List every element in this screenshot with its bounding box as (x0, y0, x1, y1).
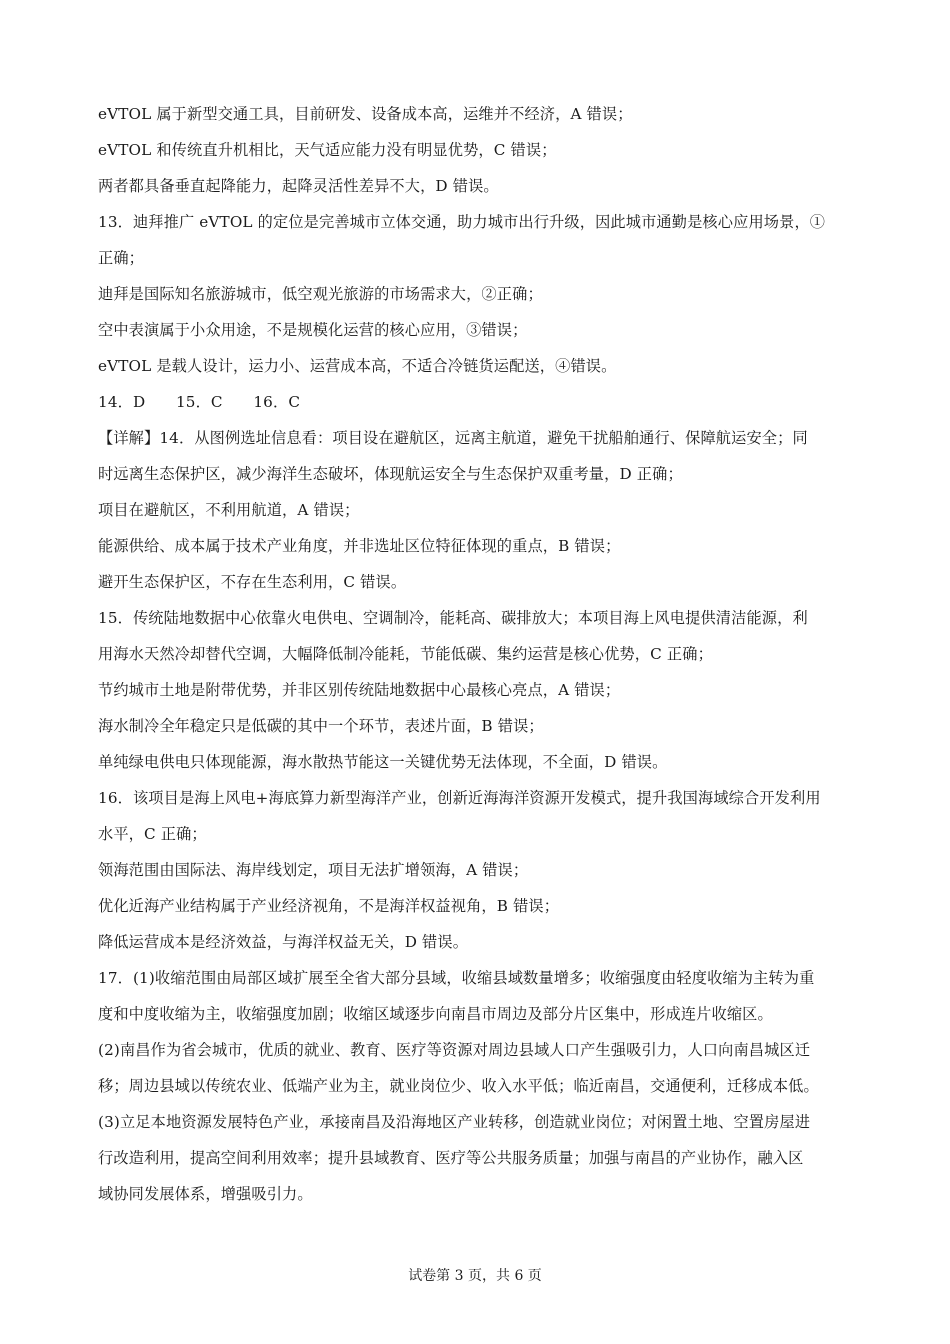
text-line: 15．传统陆地数据中心依靠火电供电、空调制冷，能耗高、碳排放大；本项目海上风电提供清洁能源，利 (98, 609, 808, 627)
answer-text (98, 96, 858, 1212)
text-line: 迪拜是国际知名旅游城市，低空观光旅游的市场需求大，②正确； (98, 285, 543, 303)
text-line: 两者都具备垂直起降能力，起降灵活性差异不大，D 错误。 (98, 177, 499, 195)
text-line: 时远离生态保护区，减少海洋生态破坏，体现航运安全与生态保护双重考量，D 正确； (98, 465, 683, 483)
text-line: 水平，C 正确； (98, 825, 207, 843)
text-line: 节约城市土地是附带优势，并非区别传统陆地数据中心最核心亮点，A 错误； (98, 681, 621, 699)
text-line: 域协同发展体系，增强吸引力。 (98, 1185, 313, 1203)
text-line: 避开生态保护区，不存在生态利用，C 错误。 (98, 573, 407, 591)
text-line: 16．该项目是海上风电+海底算力新型海洋产业，创新近海海洋资源开发模式，提升我国海域综合开发利用 (98, 789, 821, 807)
text-line: 降低运营成本是经济效益，与海洋权益无关，D 错误。 (98, 933, 469, 951)
text-line: 度和中度收缩为主，收缩强度加剧；收缩区域逐步向南昌市周边及部分片区集中，形成连片收缩区。 (98, 1005, 773, 1023)
text-line: 领海范围由国际法、海岸线划定，项目无法扩增领海，A 错误； (98, 861, 529, 879)
text-line: (3)立足本地资源发展特色产业，承接南昌及沿海地区产业转移，创造就业岗位；对闲置土地、空置房屋进 (98, 1113, 811, 1131)
text-line: 13．迪拜推广 eVTOL 的定位是完善城市立体交通，助力城市出行升级，因此城市通勤是核心应用场景，① (98, 213, 826, 231)
text-line: 用海水天然冷却替代空调，大幅降低制冷能耗，节能低碳、集约运营是核心优势，C 正确； (98, 645, 713, 663)
text-line: 正确； (98, 249, 145, 267)
text-line: 项目在避航区，不利用航道，A 错误； (98, 501, 360, 519)
text-line: 空中表演属于小众用途，不是规模化运营的核心应用，③错误； (98, 321, 528, 339)
text-line: 单纯绿电供电只体现能源，海水散热节能这一关键优势无法体现，不全面，D 错误。 (98, 753, 668, 771)
text-line: 海水制冷全年稳定只是低碳的其中一个环节，表述片面，B 错误； (98, 717, 544, 735)
text-line: 移；周边县域以传统农业、低端产业为主，就业岗位少、收入水平低；临近南昌，交通便利，迁移成本低。 (98, 1077, 819, 1095)
text-line: (2)南昌作为省会城市，优质的就业、教育、医疗等资源对周边县域人口产生强吸引力，人口向南昌城区迁 (98, 1041, 811, 1059)
answer-key-line: 14．D 15．C 16．C (98, 393, 301, 411)
text-line: 17．(1)收缩范围由局部区域扩展至全省大部分县域，收缩县域数量增多；收缩强度由轻度收缩为主转为重 (98, 969, 815, 987)
text-line: 能源供给、成本属于技术产业角度，并非选址区位特征体现的重点，B 错误； (98, 537, 621, 555)
text-line: eVTOL 属于新型交通工具，目前研发、设备成本高，运维并不经济，A 错误； (98, 105, 633, 123)
text-line: 【详解】14．从图例选址信息看：项目设在避航区，远离主航道，避免干扰船舶通行、保障航运安全；同 (98, 429, 808, 447)
text-line: 行改造利用，提高空间利用效率；提升县域教育、医疗等公共服务质量；加强与南昌的产业协作，融入区 (98, 1149, 804, 1167)
text-line: 优化近海产业结构属于产业经济视角，不是海洋权益视角，B 错误； (98, 897, 560, 915)
text-line: eVTOL 是载人设计，运力小、运营成本高，不适合冷链货运配送，④错误。 (98, 357, 617, 375)
page-footer: 试卷第 3 页，共 6 页 (408, 1268, 542, 1284)
text-line: eVTOL 和传统直升机相比，天气适应能力没有明显优势，C 错误； (98, 141, 557, 159)
